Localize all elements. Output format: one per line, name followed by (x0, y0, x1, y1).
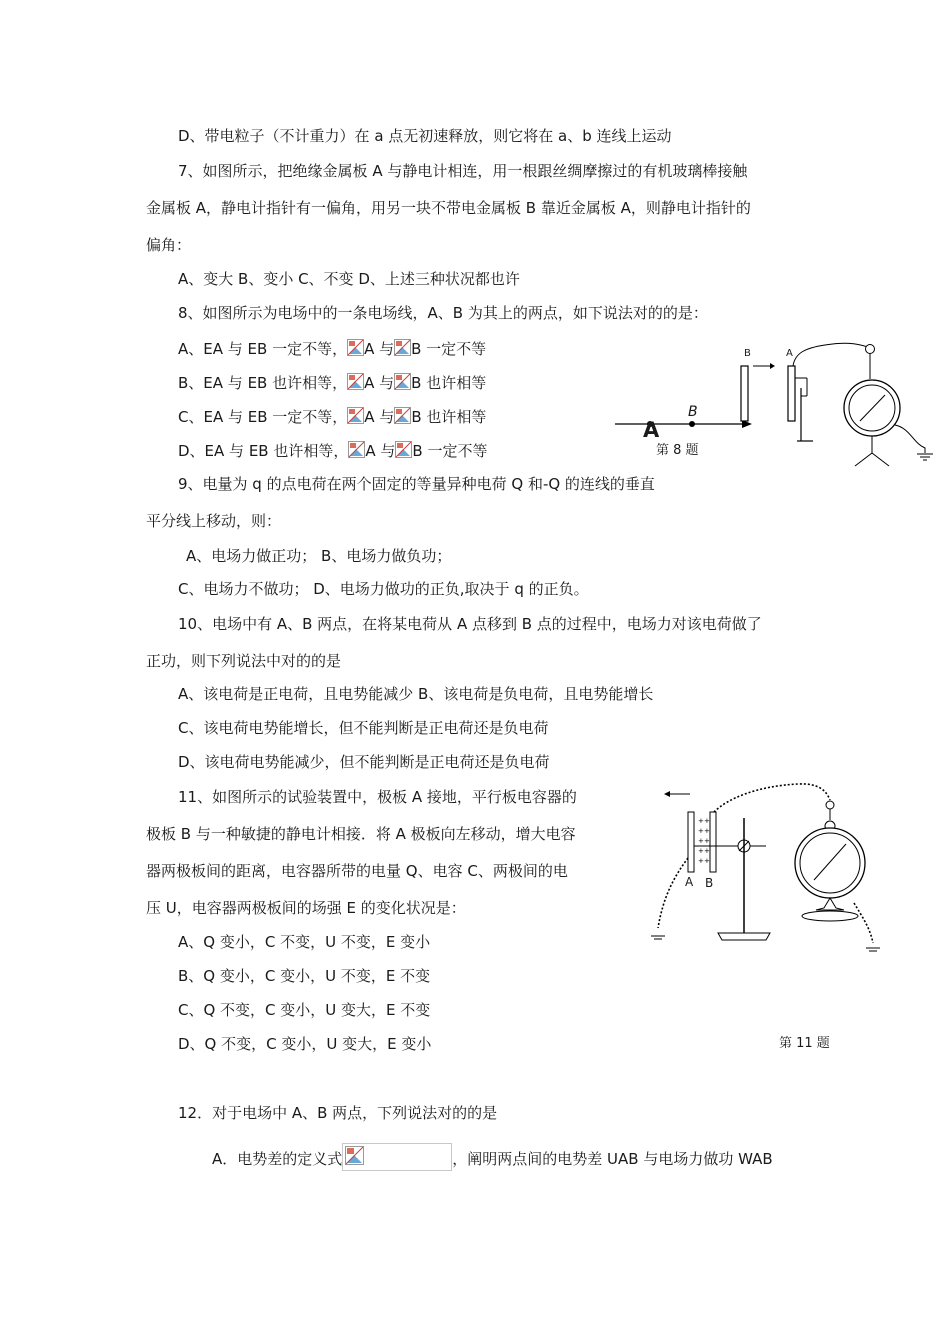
question-12-stem: 12．对于电场中 A、B 两点，下列说法对的的是 (178, 1104, 498, 1122)
svg-text:+: + (698, 827, 704, 835)
question-6-option-d: D、带电粒子（不计重力）在 a 点无初速释放，则它将在 a、b 连线上运动 (178, 127, 672, 145)
option-text: B 一定不等 (411, 340, 487, 358)
question-8-option-b (178, 373, 486, 393)
option-text: B 一定不等 (412, 442, 488, 460)
question-8-stem: 8、如图所示为电场中的一条电场线，A、B 为其上的两点，如下说法对的的是： (178, 304, 708, 322)
option-text: B、EA 与 EB 也许相等， (178, 374, 348, 392)
question-7-options: A、变大 B、变小 C、不变 D、上述三种状况都也许 (178, 270, 520, 288)
option-text: C、EA 与 EB 一定不等， (178, 408, 348, 426)
option-text: D、EA 与 EB 也许相等， (178, 442, 349, 460)
question-7-line-1: 7、如图所示，把绝缘金属板 A 与静电计相连，用一根跟丝绸摩擦过的有机玻璃棒接触 (178, 162, 748, 180)
question-11-option-d: D、Q 不变，C 变小，U 变大，E 变小 (178, 1035, 432, 1053)
question-10-option-a-b: A、该电荷是正电荷，且电势能减少 B、该电荷是负电荷，且电势能增长 (178, 685, 654, 703)
figure-11-caption: 第 11 题 (779, 1036, 830, 1051)
option-text: A 与 (365, 442, 396, 460)
svg-text:+: + (698, 857, 704, 865)
figure-11-label-b: B (705, 876, 714, 890)
question-10-option-c: C、该电荷电势能增长，但不能判断是正电荷还是负电荷 (178, 719, 549, 737)
question-11-option-b: B、Q 变小，C 变小，U 不变，E 不变 (178, 967, 431, 985)
broken-image-icon (394, 407, 411, 424)
question-8-option-c (178, 407, 486, 427)
option-text: A 与 (364, 408, 395, 426)
broken-image-icon (394, 339, 411, 356)
formula-image-placeholder (342, 1143, 452, 1171)
question-11-line-3: 器两极板间的距离，电容器所带的电量 Q、电容 C、两极间的电 (146, 862, 568, 880)
question-11-option-a: A、Q 变小，C 不变，U 不变，E 变小 (178, 933, 431, 951)
broken-image-icon (347, 373, 364, 390)
question-7-line-3: 偏角： (146, 236, 192, 254)
broken-image-icon (348, 441, 365, 458)
svg-text:+: + (698, 837, 704, 845)
question-10-option-d: D、该电荷电势能减少，但不能判断是正电荷还是负电荷 (178, 753, 550, 771)
svg-text:+: + (698, 847, 704, 855)
question-11-line-4: 压 U，电容器两极板间的场强 E 的变化状况是： (146, 899, 466, 917)
question-9-line-1: 9、电量为 q 的点电荷在两个固定的等量异种电荷 Q 和-Q 的连线的垂直 (178, 475, 655, 493)
broken-image-icon (394, 373, 411, 390)
question-10-line-1: 10、电场中有 A、B 两点，在将某电荷从 A 点移到 B 点的过程中，电场力对该电荷做了 (178, 615, 762, 633)
option-text: A、EA 与 EB 一定不等， (178, 340, 348, 358)
figure-7-label-b: B (744, 348, 751, 359)
option-text: A．电势差的定义式 (212, 1150, 343, 1168)
figure-7-electroscope (735, 333, 940, 473)
question-8-option-a (178, 339, 486, 359)
svg-text:+: + (698, 817, 704, 825)
question-11-line-2: 极板 B 与一种敏捷的静电计相接．将 A 极板向左移动，增大电容 (146, 825, 576, 843)
svg-text:+: + (704, 847, 710, 855)
option-text: A 与 (364, 374, 395, 392)
figure-8-caption: 第 8 题 (656, 443, 699, 458)
question-12-option-a (212, 1143, 773, 1171)
figure-7-label-a: A (786, 348, 793, 359)
option-text: A 与 (364, 340, 395, 358)
option-text: ，阐明两点间的电势差 UAB 与电场力做功 WAB (452, 1150, 773, 1168)
option-text: B 也许相等 (411, 408, 487, 426)
figure-11-capacitor-apparatus (648, 778, 883, 960)
svg-text:+: + (704, 827, 710, 835)
svg-text:+: + (704, 837, 710, 845)
figure-8-label-a: A (643, 418, 660, 442)
question-11-line-1: 11、如图所示的试验装置中，极板 A 接地，平行板电容器的 (178, 788, 577, 806)
question-9-options-1: A、电场力做正功； B、电场力做负功； (186, 547, 452, 565)
svg-text:+: + (704, 817, 710, 825)
broken-image-icon (395, 441, 412, 458)
figure-11-label-a: A (685, 875, 694, 889)
broken-image-icon (347, 339, 364, 356)
question-9-options-2: C、电场力不做功； D、电场力做功的正负,取决于 q 的正负。 (178, 580, 589, 598)
question-7-line-2: 金属板 A，静电计指针有一偏角，用另一块不带电金属板 B 靠近金属板 A，则静电计指针的 (146, 199, 751, 217)
broken-image-icon (347, 407, 364, 424)
question-11-option-c: C、Q 不变，C 变小，U 变大，E 不变 (178, 1001, 431, 1019)
question-10-line-2: 正功，则下列说法中对的的是 (146, 652, 342, 670)
option-text: B 也许相等 (411, 374, 487, 392)
svg-text:+: + (704, 857, 710, 865)
figure-8-label-b: B (688, 404, 698, 420)
question-8-option-d (178, 441, 487, 461)
question-9-line-2: 平分线上移动，则： (146, 512, 282, 530)
